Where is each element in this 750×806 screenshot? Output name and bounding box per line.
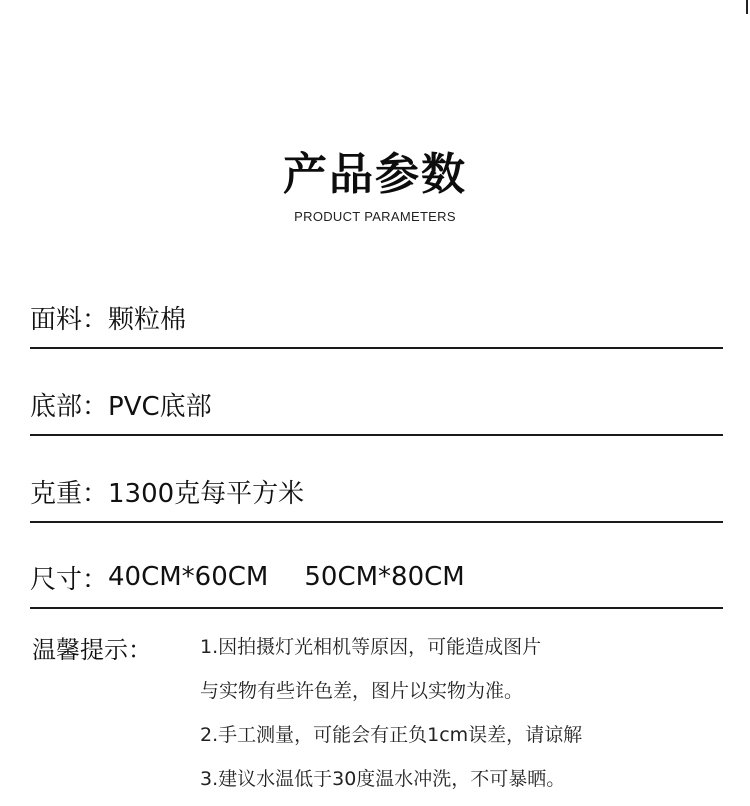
page-title: 产品参数 xyxy=(283,149,467,200)
param-label: 面料： xyxy=(30,304,109,335)
param-label: 底部： xyxy=(30,391,109,422)
corner-mark xyxy=(746,0,748,14)
param-value: 1300克每平方米 xyxy=(108,478,305,509)
page-subtitle: PRODUCT PARAMETERS xyxy=(294,209,456,224)
param-value-alt: 50CM*80CM xyxy=(304,562,465,592)
param-row-size xyxy=(30,547,723,609)
param-row-weight xyxy=(30,461,723,523)
tip-line: 1.因拍摄灯光相机等原因，可能造成图片 xyxy=(200,636,542,658)
tip-line: 2.手工测量，可能会有正负1cm误差，请谅解 xyxy=(200,724,583,746)
param-value: PVC底部 xyxy=(108,391,212,422)
tips-list xyxy=(200,630,740,806)
param-label: 克重： xyxy=(30,478,109,509)
param-row-material xyxy=(30,287,723,349)
param-row-bottom xyxy=(30,374,723,436)
tips-label: 温馨提示： xyxy=(32,636,152,664)
tip-line: 3.建议水温低于30度温水冲洗，不可暴晒。 xyxy=(200,768,566,790)
param-label: 尺寸： xyxy=(30,564,109,595)
tip-line: 与实物有些许色差，图片以实物为准。 xyxy=(200,680,524,702)
param-value: 40CM*60CM xyxy=(108,562,269,592)
param-value: 颗粒棉 xyxy=(108,304,187,335)
